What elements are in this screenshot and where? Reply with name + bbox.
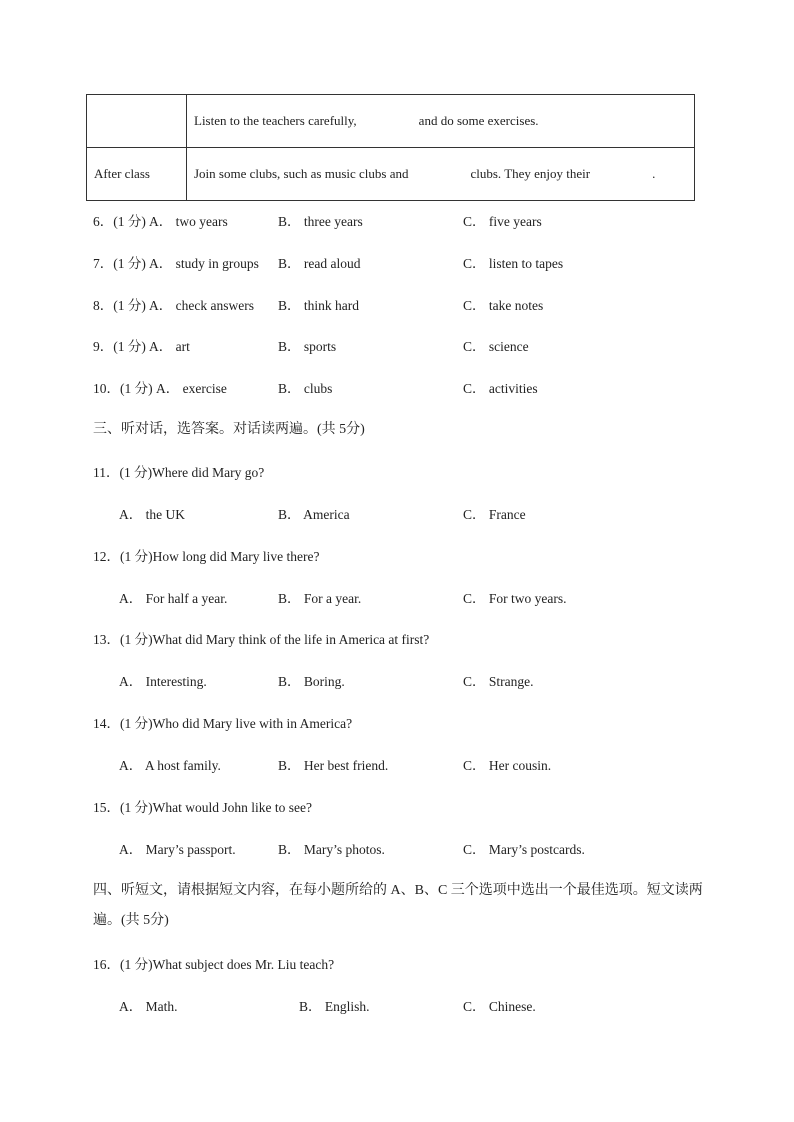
option-b: B． sports xyxy=(278,339,337,354)
option-a: A． Math. xyxy=(119,999,178,1014)
table-cell-label: After class xyxy=(87,148,187,201)
option-c: C． science xyxy=(463,339,529,354)
option-b: B． Her best friend. xyxy=(278,758,389,773)
option-c: C． France xyxy=(463,507,526,522)
option-c: C． Chinese. xyxy=(463,999,536,1014)
option-b: B． think hard xyxy=(278,298,359,313)
option-a: A． For half a year. xyxy=(119,591,228,606)
option-c: C． Mary’s postcards. xyxy=(463,842,585,857)
option-a: A． check answers xyxy=(149,298,254,313)
option-c: C． take notes xyxy=(463,298,544,313)
section-heading-cont: 遍。(共 5分) xyxy=(93,913,169,928)
table-text: Join some clubs, such as music clubs and xyxy=(194,166,409,181)
question-number: 9．(1 分) xyxy=(93,339,146,354)
question-stem: 13．(1 分)What did Mary think of the life in America at first? xyxy=(93,632,430,647)
option-a: A． exercise xyxy=(156,381,227,396)
option-c: C． For two years. xyxy=(463,591,567,606)
option-b: B． read aloud xyxy=(278,256,361,271)
question-stem: 15．(1 分)What would John like to see? xyxy=(93,800,312,815)
table-row xyxy=(87,95,695,148)
table-text: . xyxy=(652,166,656,181)
table-text: Listen to the teachers carefully, xyxy=(194,113,357,128)
option-a: A． A host family. xyxy=(119,758,221,773)
option-a: A． art xyxy=(149,339,190,354)
option-a: A． two years xyxy=(149,214,228,229)
section-heading: 四、听短文，请根据短文内容，在每小题所给的 A、B、C 三个选项中选出一个最佳选项。短文读两 xyxy=(93,883,703,898)
option-c: C． five years xyxy=(463,214,542,229)
question-number: 8．(1 分) xyxy=(93,298,146,313)
option-c: C． listen to tapes xyxy=(463,256,564,271)
option-b: B． For a year. xyxy=(278,591,362,606)
option-b: B． three years xyxy=(278,214,363,229)
option-b: B． Mary’s photos. xyxy=(278,842,385,857)
table-cell-content xyxy=(187,148,695,201)
table-cell-label xyxy=(87,95,187,148)
table-cell-content xyxy=(187,95,695,148)
question-stem: 16．(1 分)What subject does Mr. Liu teach? xyxy=(93,957,335,972)
option-c: C． activities xyxy=(463,381,538,396)
question-number: 7．(1 分) xyxy=(93,256,146,271)
option-c: C． Strange. xyxy=(463,674,534,689)
option-a: A． Mary’s passport. xyxy=(119,842,236,857)
section-heading: 三、听对话，选答案。对话读两遍。(共 5分) xyxy=(93,422,365,437)
answer-table xyxy=(86,94,695,201)
option-a: A． study in groups xyxy=(149,256,259,271)
option-b: B． English. xyxy=(299,999,370,1014)
table-text: and do some exercises. xyxy=(418,113,539,128)
table-row xyxy=(87,148,695,201)
option-b: B． America xyxy=(278,507,350,522)
option-b: B． clubs xyxy=(278,381,333,396)
option-b: B． Boring. xyxy=(278,674,345,689)
question-number: 6．(1 分) xyxy=(93,214,146,229)
question-stem: 11．(1 分)Where did Mary go? xyxy=(93,465,265,480)
option-c: C． Her cousin. xyxy=(463,758,552,773)
option-a: A． the UK xyxy=(119,507,185,522)
option-a: A． Interesting. xyxy=(119,674,207,689)
table-text: clubs. They enjoy their xyxy=(470,166,591,181)
question-stem: 14．(1 分)Who did Mary live with in America? xyxy=(93,716,353,731)
question-number: 10．(1 分) xyxy=(93,381,153,396)
question-stem: 12．(1 分)How long did Mary live there? xyxy=(93,549,320,564)
